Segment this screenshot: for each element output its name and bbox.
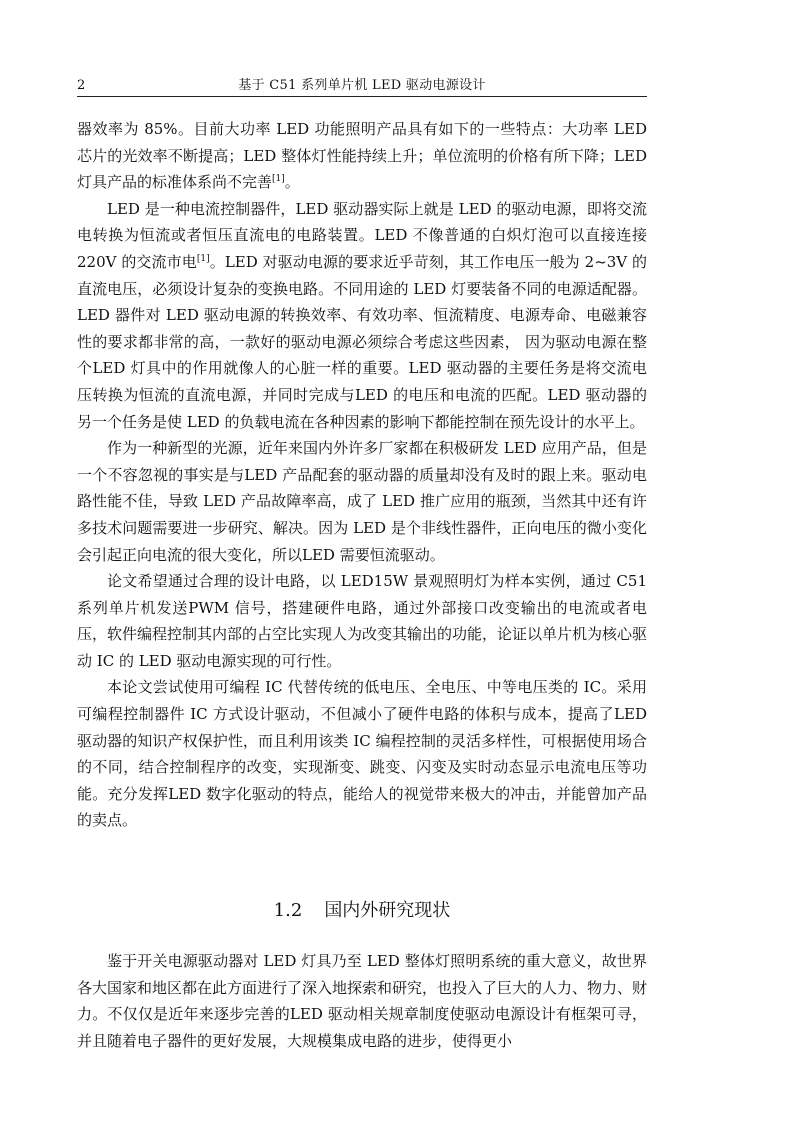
paragraph-text: 器效率为 85%。目前大功率 LED 功能照明产品具有如下的一些特点：大功率 LED 芯片的光效率不断提高；LED 整体灯性能持续上升；单位流明的价格有所下降；LED 灯具产品的标准体系尚不完善 (77, 120, 647, 192)
citation-marker: [1] (196, 253, 210, 264)
paragraph-continuation (77, 116, 647, 196)
paragraph-text-end: 。 (284, 173, 300, 192)
paragraph-thesis-goal: 论文希望通过合理的设计电路，以 LED15W 景观照明灯为样本实例，通过 C51 系列单片机发送PWM 信号，搭建硬件电路，通过外部接口改变输出的电流或者电压，软件编程控制其内部的占空比实现人为改变其输出的功能，论证以单片机为核心驱动 IC 的 LED 驱动电源实现的可行性。 (77, 572, 648, 670)
section-number: 1.2 (273, 900, 303, 921)
paragraph-new-light-source: 作为一种新型的光源，近年来国内外许多厂家都在积极研发 LED 应用产品，但是一个不容忽视的事实是与LED 产品配套的驱动器的质量却没有及时的跟上来。驱动电路性能不佳，导致 LED 产品故障率高，成了 LED 推广应用的瓶颈，当然其中还有许多技术问题需要进一步研究、解决。因为 LED 是个非线性器件，正向电压的微小变化会引起正向电流的很大变化，所以LED 需要恒流驱动。 (77, 439, 647, 564)
section-title-text: 国内外研究现状 (324, 900, 451, 921)
page-number: 2 (77, 78, 86, 93)
paragraph-programmable-ic: 本论文尝试使用可编程 IC 代替传统的低电压、全电压、中等电压类的 IC。采用可编程控制器件 IC 方式设计驱动，不但减小了硬件电路的体积与成本，提高了LED 驱动器的知识产权保护性，而且利用该类 IC 编程控制的灵活多样性，可根据使用场合的不同，结合控制程序的改变，实现渐变、跳变、闪变及实时动态显示电流电压等功能。充分发挥LED 数字化驱动的特点，能给人的视觉带来极大的冲击，并能曾加产品的卖点。 (77, 678, 647, 830)
running-title: 基于 C51 系列单片机 LED 驱动电源设计 (238, 78, 486, 93)
paragraph-text: LED 是一种电流控制器件，LED 驱动器实际上就是 LED 的驱动电源，即将交流电转换为恒流或者恒压直流电的电路装置。LED 不像普通的白炽灯泡可以直接连接 220V 的交流市电 (77, 199, 647, 271)
section-heading (77, 896, 647, 926)
citation-marker: [1] (272, 174, 285, 185)
paragraph-text-end: 。LED 对驱动电源的要求近乎苛刻，其工作电压一般为 2~3V 的直流电压，必须设计复杂的变换电路。不同用途的 LED 灯要装备不同的电源适配器。LED 器件对 LED 驱动电源的转换效率、有效功率、恒流精度、电源寿命、电磁兼容性的要求都非常的高，一款好的驱动电源必须综合考虑这些因素， 因为驱动电源在整个LED 灯具中的作用就像人的心脏一样的重要。LED 驱动器的主要任务是将交流电压转换为恒流的直流电源，并同时完成与LED 的电压和电流的匹配。LED 驱动器的另一个任务是使 LED 的负载电流在各种因素的影响下都能控制在预先设计的水平上。 (77, 252, 648, 431)
paragraph-led-driver (77, 196, 647, 435)
paragraph-research-status: 鉴于开关电源驱动器对 LED 灯具乃至 LED 整体灯照明系统的重大意义，故世界各大国家和地区都在此方面进行了深入地探索和研究，也投入了巨大的人力、物力、财力。不仅仅是近年来逐步完善的LED 驱动相关规章制度使驱动电源设计有框架可寻，并且随着电子器件的更好发展，大规模集成电路的进步，使得更小 (77, 952, 648, 1050)
running-header (77, 76, 647, 97)
section-body (77, 948, 647, 1054)
body-text (77, 116, 647, 834)
